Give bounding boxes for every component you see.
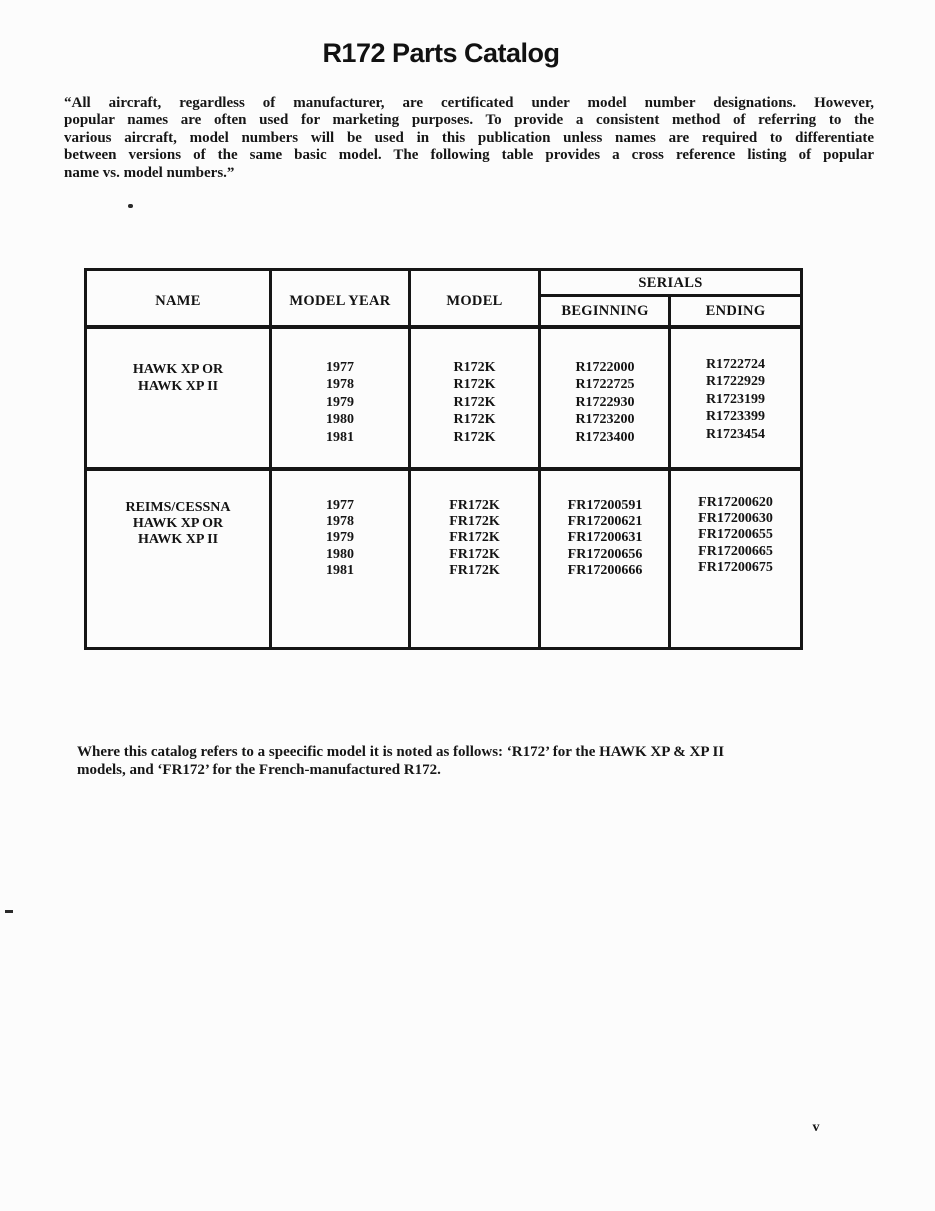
group2-model-column (411, 498, 538, 579)
cross-reference-table (84, 268, 803, 650)
model-year-value: 1978 (326, 514, 354, 530)
footnote (77, 743, 877, 779)
group1-name-cell (87, 361, 269, 396)
model-value: R172K (453, 360, 496, 375)
model-value: FR172K (449, 530, 500, 546)
name-line: HAWK XP OR (132, 516, 224, 532)
table-border-horizontal (87, 467, 800, 471)
name-line: HAWK XP II (137, 379, 219, 395)
name-line: HAWK XP II (137, 532, 219, 548)
ending-serial-value: R1722929 (705, 374, 766, 390)
page-number: v (812, 1120, 820, 1135)
page-title: R172 Parts Catalog (322, 38, 560, 68)
model-value: FR172K (449, 498, 500, 513)
model-value: R172K (453, 412, 496, 428)
model-year-value: 1977 (326, 498, 354, 513)
model-value: FR172K (449, 514, 500, 530)
column-header-beginning: BEGINNING (561, 303, 649, 319)
ending-serial-value: R1723199 (705, 391, 766, 407)
group1-ending-serial-column (671, 356, 800, 443)
ending-serial-value: FR17200675 (698, 559, 773, 575)
footnote-line: models, and ‘FR172’ for the French-manufactured R172. (77, 762, 441, 778)
scan-artifact (128, 204, 133, 208)
group2-model-year-column (272, 498, 408, 579)
beginning-serial-value: FR17200621 (567, 514, 643, 530)
model-value: R172K (453, 377, 496, 393)
table-border-horizontal (87, 325, 800, 329)
intro-line: name vs. model numbers.” (64, 164, 235, 181)
intro-line: various aircraft, model numbers will be used in this publication unless names are required to differentiate (64, 129, 874, 146)
column-header-model: MODEL (446, 293, 503, 309)
table-border-horizontal (541, 294, 800, 297)
group1-model-year-column (272, 359, 408, 446)
ending-serial-value: FR17200665 (698, 543, 773, 559)
ending-serial-value: R1723399 (705, 409, 766, 425)
model-value: R172K (453, 429, 496, 445)
table-grid (87, 271, 800, 647)
footnote-line: Where this catalog refers to a speecific model it is noted as follows: ‘R172’ for the HAWK XP & XP II (77, 744, 725, 760)
beginning-serial-value: R1722930 (575, 394, 635, 410)
name-line: REIMS/CESSNA (125, 500, 231, 515)
model-value: FR172K (449, 546, 500, 562)
model-year-value: 1978 (326, 377, 354, 393)
group1-beginning-serial-column (542, 359, 668, 446)
group2-beginning-serial-column (542, 498, 668, 579)
beginning-serial-value: FR17200591 (567, 498, 643, 513)
name-line: HAWK XP OR (132, 362, 224, 377)
beginning-serial-value: R1723400 (575, 429, 635, 445)
model-value: FR172K (449, 562, 500, 578)
column-header-serials: SERIALS (638, 275, 703, 291)
model-year-value: 1977 (326, 360, 354, 375)
ending-serial-value: FR17200620 (698, 495, 773, 510)
ending-serial-value: R1722724 (705, 357, 766, 372)
model-value: R172K (453, 394, 496, 410)
ending-serial-value: R1723454 (705, 426, 766, 442)
beginning-serial-value: R1722000 (575, 360, 635, 375)
intro-line: “All aircraft, regardless of manufacturer, are certificated under model number designations. However, (64, 95, 874, 111)
column-header-ending: ENDING (705, 303, 766, 319)
column-header-model-year: MODEL YEAR (289, 293, 391, 309)
beginning-serial-value: FR17200631 (567, 530, 643, 546)
intro-line: between versions of the same basic model. The following table provides a cross reference listing of popular (64, 147, 874, 164)
model-year-value: 1981 (326, 562, 354, 578)
ending-serial-value: FR17200655 (698, 527, 773, 543)
model-year-value: 1980 (326, 412, 354, 428)
group2-ending-serial-column (671, 495, 800, 576)
intro-line: popular names are often used for marketing purposes. To provide a consistent method of referring to the (64, 112, 874, 129)
model-year-value: 1981 (326, 429, 354, 445)
scan-artifact (5, 910, 13, 913)
model-year-value: 1979 (326, 394, 354, 410)
column-header-name: NAME (155, 293, 201, 309)
beginning-serial-value: R1723200 (575, 412, 635, 428)
intro-paragraph (64, 95, 874, 182)
ending-serial-value: FR17200630 (698, 511, 773, 527)
beginning-serial-value: FR17200666 (567, 562, 643, 578)
model-year-value: 1980 (326, 546, 354, 562)
group2-name-cell (87, 500, 269, 549)
group1-model-column (411, 359, 538, 446)
model-year-value: 1979 (326, 530, 354, 546)
beginning-serial-value: FR17200656 (567, 546, 643, 562)
beginning-serial-value: R1722725 (575, 377, 635, 393)
